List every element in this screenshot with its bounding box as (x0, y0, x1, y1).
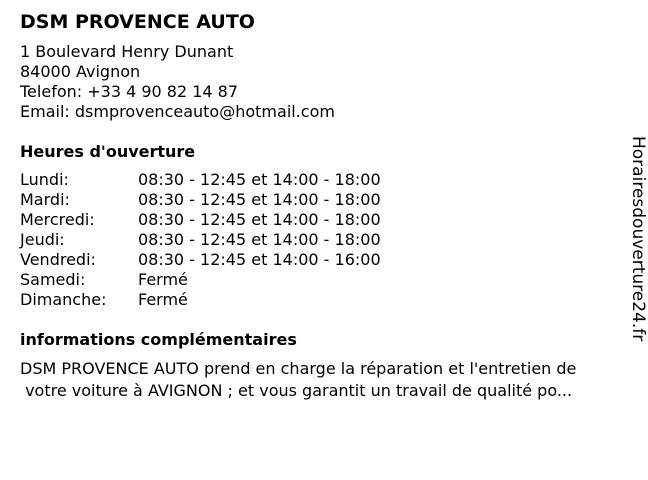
info-line-1: DSM PROVENCE AUTO prend en charge la réparation et l'entretien de (20, 359, 577, 378)
hours-row (20, 290, 620, 310)
hours-time: 08:30 - 12:45 et 14:00 - 18:00 (138, 190, 381, 209)
info-line-2: votre voiture à AVIGNON ; et vous garantit un travail de qualité po... (20, 381, 573, 400)
hours-row (20, 230, 620, 250)
hours-time: 08:30 - 12:45 et 14:00 - 18:00 (138, 230, 381, 249)
hours-row (20, 250, 620, 270)
address-line-2: 84000 Avignon (20, 62, 141, 81)
hours-time: 08:30 - 12:45 et 14:00 - 18:00 (138, 170, 381, 189)
hours-time: Fermé (138, 270, 188, 289)
phone-line: Telefon: +33 4 90 82 14 87 (20, 82, 239, 101)
hours-row (20, 190, 620, 210)
site-watermark: Horairesdouverture24.fr (628, 136, 648, 342)
hours-row (20, 170, 620, 190)
business-card (20, 10, 620, 402)
address-line-1: 1 Boulevard Henry Dunant (20, 42, 234, 61)
hours-table (20, 170, 620, 310)
hours-time: 08:30 - 12:45 et 14:00 - 16:00 (138, 250, 381, 269)
hours-day: Jeudi: (20, 230, 65, 249)
business-name: DSM PROVENCE AUTO (20, 11, 255, 33)
hours-time: 08:30 - 12:45 et 14:00 - 18:00 (138, 210, 381, 229)
hours-row (20, 270, 620, 290)
hours-time: Fermé (138, 290, 188, 309)
hours-day: Dimanche: (20, 290, 107, 309)
hours-row (20, 210, 620, 230)
hours-day: Mardi: (20, 190, 70, 209)
contact-block (20, 42, 620, 122)
hours-day: Mercredi: (20, 210, 95, 229)
info-heading: informations complémentaires (20, 330, 297, 349)
hours-day: Samedi: (20, 270, 86, 289)
hours-day: Lundi: (20, 170, 69, 189)
info-text (20, 358, 620, 402)
email-line: Email: dsmprovenceauto@hotmail.com (20, 102, 335, 121)
hours-day: Vendredi: (20, 250, 96, 269)
hours-heading: Heures d'ouverture (20, 142, 196, 161)
